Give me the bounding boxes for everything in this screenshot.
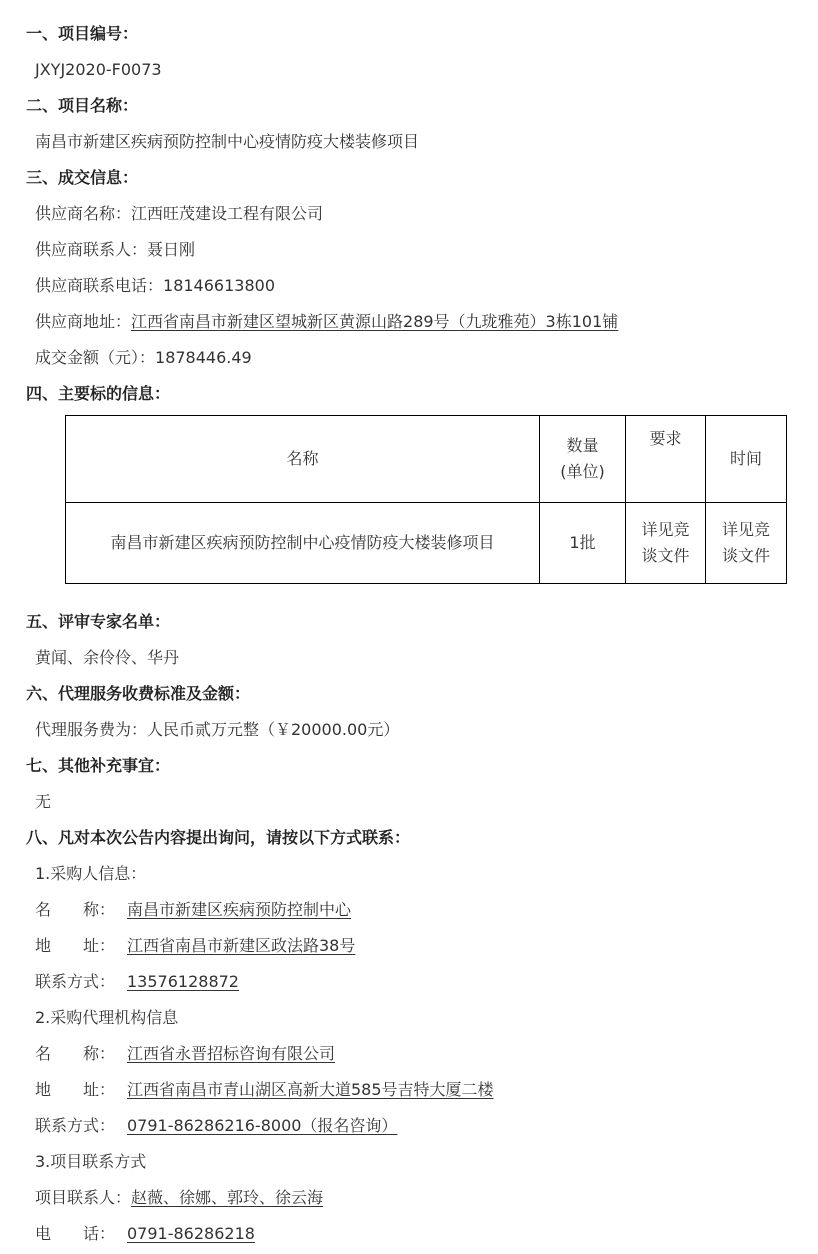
purchaser-contact-row — [35, 972, 239, 992]
project-phone: 0791-86286218 — [127, 1224, 255, 1243]
cell-item-name: 南昌市新建区疾病预防控制中心疫情防疫大楼装修项目 — [66, 503, 540, 584]
agency-fee: 代理服务费为：人民币贰万元整（￥20000.00元） — [35, 720, 400, 739]
deal-amount-label: 成交金额（元）： — [35, 348, 156, 367]
section-heading-other-matters: 七、其他补充事宜： — [26, 756, 171, 775]
project-phone-row — [35, 1224, 255, 1244]
purchaser-name-row — [35, 900, 351, 920]
project-phone-label: 电 话： — [35, 1224, 116, 1243]
agency-name: 江西省永晋招标咨询有限公司 — [127, 1044, 336, 1063]
supplier-name-label: 供应商名称： — [35, 204, 132, 223]
header-quantity-line1: 数量 — [566, 436, 599, 455]
section-heading-experts: 五、评审专家名单： — [26, 612, 171, 631]
agency-contact-label: 联系方式： — [35, 1116, 116, 1135]
supplier-phone-label: 供应商联系电话： — [35, 276, 164, 295]
section-heading-inquiry-contacts: 八、凡对本次公告内容提出询问，请按以下方式联系： — [26, 828, 411, 847]
purchaser-address-row — [35, 936, 355, 956]
header-quantity — [540, 416, 626, 503]
header-requirement: 要求 — [626, 416, 706, 503]
supplier-name: 江西旺茂建设工程有限公司 — [131, 204, 324, 223]
purchaser-address-label: 地 址： — [35, 936, 116, 955]
cell-quantity: 1批 — [540, 503, 626, 584]
agency-contact-row — [35, 1116, 397, 1136]
supplier-address: 江西省南昌市新建区望城新区黄源山路289号（九珑雅苑）3栋101铺 — [131, 312, 619, 331]
agency-name-label: 名 称： — [35, 1044, 116, 1063]
supplier-phone: 18146613800 — [163, 276, 275, 295]
purchaser-address: 江西省南昌市新建区政法路38号 — [127, 936, 356, 955]
project-contact-title: 3.项目联系方式 — [35, 1152, 147, 1171]
header-time: 时间 — [706, 416, 787, 503]
project-name: 南昌市新建区疾病预防控制中心疫情防疫大楼装修项目 — [35, 132, 420, 151]
agency-name-row — [35, 1044, 335, 1064]
section-heading-deal-info: 三、成交信息： — [26, 168, 139, 187]
agency-title: 2.采购代理机构信息 — [35, 1008, 179, 1027]
agency-address-row — [35, 1080, 494, 1100]
agency-address: 江西省南昌市青山湖区高新大道585号吉特大厦二楼 — [127, 1080, 494, 1099]
agency-contact: 0791-86286216-8000（报名咨询） — [127, 1116, 398, 1135]
cell-time-line2: 谈文件 — [721, 546, 770, 565]
project-contact-people-label: 项目联系人： — [35, 1188, 132, 1207]
table-row — [66, 503, 787, 584]
supplier-contact-label: 供应商联系人： — [35, 240, 148, 259]
purchaser-title: 1.采购人信息： — [35, 864, 147, 883]
section-heading-project-number: 一、项目编号： — [26, 24, 139, 43]
cell-requirement-line2: 谈文件 — [641, 546, 690, 565]
agency-address-label: 地 址： — [35, 1080, 116, 1099]
header-quantity-line2: (单位) — [560, 462, 605, 481]
project-number: JXYJ2020-F0073 — [35, 60, 162, 79]
supplier-address-label: 供应商地址： — [35, 312, 132, 331]
cell-time-line1: 详见竞 — [721, 520, 770, 539]
items-table-header-row — [66, 416, 787, 503]
deal-amount-row — [35, 348, 252, 368]
project-contact-people: 赵薇、徐娜、郭玲、徐云海 — [131, 1188, 324, 1207]
purchaser-contact: 13576128872 — [127, 972, 239, 991]
other-matters: 无 — [35, 792, 52, 811]
supplier-phone-row — [35, 276, 275, 296]
cell-requirement-line1: 详见竞 — [641, 520, 690, 539]
purchaser-contact-label: 联系方式： — [35, 972, 116, 991]
supplier-address-row — [35, 312, 618, 332]
project-contact-people-row — [35, 1188, 323, 1208]
cell-time — [706, 503, 787, 584]
purchaser-name-label: 名 称： — [35, 900, 116, 919]
section-heading-project-name: 二、项目名称： — [26, 96, 139, 115]
supplier-contact-row — [35, 240, 195, 260]
section-heading-main-items: 四、主要标的信息： — [26, 384, 171, 403]
section-heading-agency-fee: 六、代理服务收费标准及金额： — [26, 684, 251, 703]
supplier-contact: 聂日刚 — [147, 240, 196, 259]
purchaser-name: 南昌市新建区疾病预防控制中心 — [127, 900, 352, 919]
items-table — [65, 415, 787, 584]
experts-list: 黄闻、余伶伶、华丹 — [35, 648, 180, 667]
supplier-name-row — [35, 204, 323, 224]
deal-amount: 1878446.49 — [155, 348, 252, 367]
header-name: 名称 — [66, 416, 540, 503]
cell-requirement — [626, 503, 706, 584]
